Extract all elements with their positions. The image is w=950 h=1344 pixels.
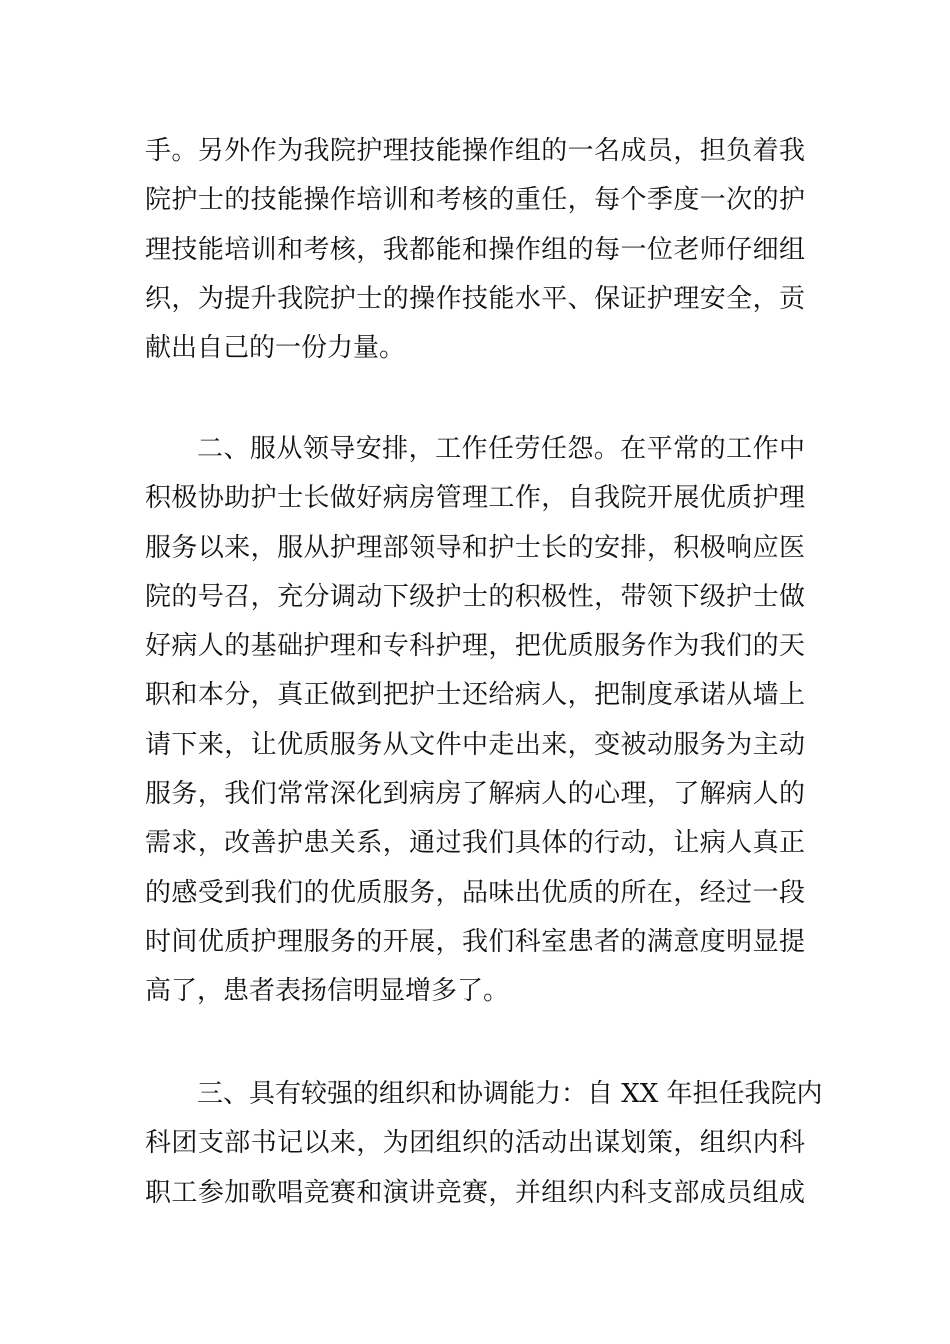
text-line: 手。另外作为我院护理技能操作组的一名成员，担负着我	[145, 136, 805, 166]
text-line: 需求，改善护患关系，通过我们具体的行动，让病人真正	[145, 828, 805, 859]
text-line: 服务以来，服从护理部领导和护士长的安排，积极响应医	[145, 532, 805, 563]
text-line: 理技能培训和考核，我都能和操作组的每一位老师仔细组	[145, 234, 805, 265]
text-line: 织，为提升我院护士的操作技能水平、保证护理安全，贡	[145, 283, 805, 314]
paragraph-2	[145, 425, 805, 1017]
text-line: 服务，我们常常深化到病房了解病人的心理，了解病人的	[145, 779, 805, 810]
text-line: 高了，患者表扬信明显增多了。	[145, 976, 510, 1007]
text-line: 院的号召，充分调动下级护士的积极性，带领下级护士做	[145, 581, 805, 612]
text-line: 的感受到我们的优质服务，品味出优质的所在，经过一段	[145, 877, 805, 908]
text-line: 职工参加歌唱竞赛和演讲竞赛，并组织内科支部成员组成	[145, 1177, 805, 1208]
text-line: 职和本分，真正做到把护士还给病人，把制度承诺从墙上	[145, 680, 805, 711]
text-line: 积极协助护士长做好病房管理工作，自我院开展优质护理	[145, 483, 805, 514]
text-line: 科团支部书记以来，为团组织的活动出谋划策，组织内科	[145, 1128, 805, 1159]
text-line: 好病人的基础护理和专科护理，把优质服务作为我们的天	[145, 631, 805, 662]
text-line: 二、服从领导安排，工作任劳任怨。在平常的工作中	[197, 434, 805, 464]
text-line: 院护士的技能操作培训和考核的重任，每个季度一次的护	[145, 185, 805, 216]
text-line: 三、具有较强的组织和协调能力：自 XX 年担任我院内	[197, 1079, 823, 1109]
text-line: 时间优质护理服务的开展，我们科室患者的满意度明显提	[145, 926, 805, 957]
paragraph-3	[145, 1070, 823, 1218]
text-line: 献出自己的一份力量。	[145, 333, 406, 364]
text-line: 请下来，让优质服务从文件中走出来，变被动服务为主动	[145, 729, 805, 760]
paragraph-1	[145, 127, 805, 373]
